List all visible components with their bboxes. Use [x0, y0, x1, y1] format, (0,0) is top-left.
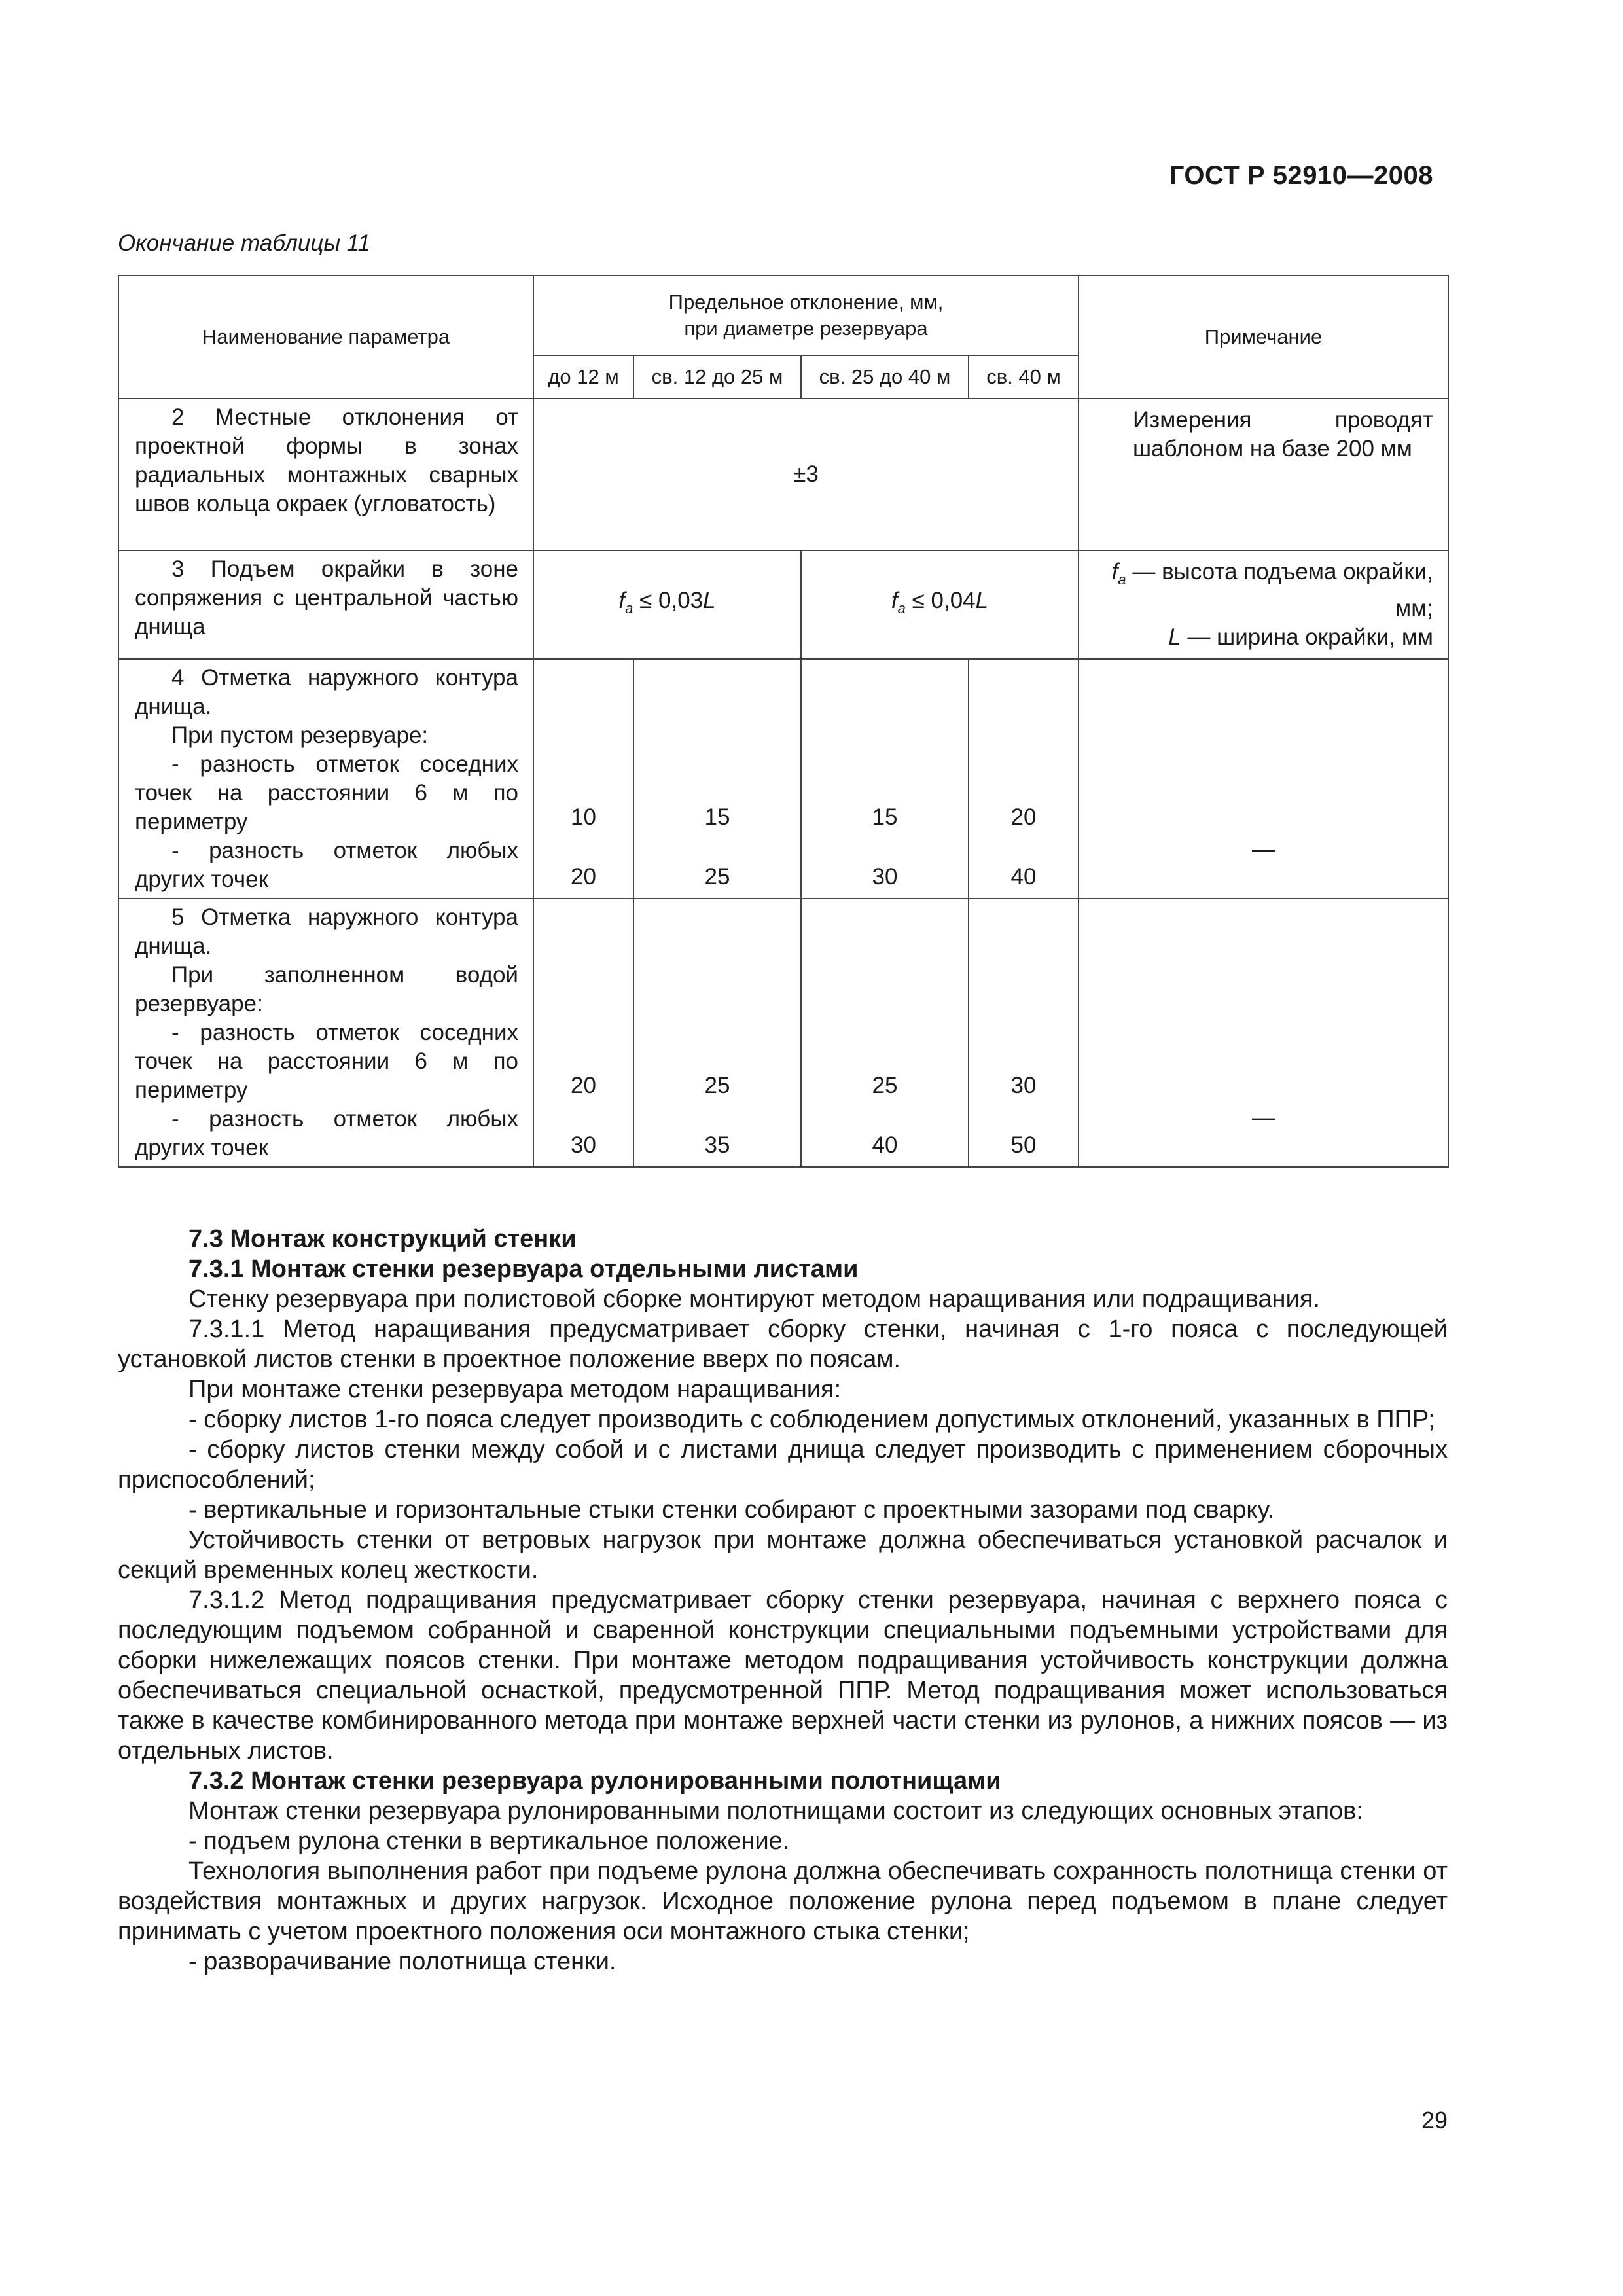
- table-row: [118, 550, 1448, 659]
- param-cell: 4 Отметка наружного контура днища. При пустом резервуаре: - разность отметок соседних точек на расстоянии 6 м по периметру - разность отметок любых других точек: [118, 659, 533, 899]
- value-cell: 20 30: [533, 899, 633, 1167]
- value-cell: 20 40: [969, 659, 1079, 899]
- value-cell: ±3: [533, 399, 1079, 550]
- param-cell: 5 Отметка наружного контура днища. При заполненном водой резервуаре: - разность отметок соседних точек на расстоянии 6 м по периметру - разность отметок любых других точек: [118, 899, 533, 1167]
- table-header-row: [118, 276, 1448, 355]
- param-cell: 2 Местные отклонения от проектной формы в зонах радиальных монтажных сварных швов кольца окраек (угловатость): [118, 399, 533, 550]
- subsection-heading: 7.3.1 Монтаж стенки резервуара отдельными листами: [188, 1255, 859, 1283]
- value-cell: 15 30: [801, 659, 969, 899]
- subsection-heading: 7.3.2 Монтаж стенки резервуара рулонированными полотнищами: [188, 1767, 1001, 1795]
- header-deviation-group: [533, 276, 1079, 355]
- note-cell: —: [1079, 659, 1448, 899]
- paragraph: Стенку резервуара при полистовой сборке монтируют методом наращивания или подращивания.: [188, 1285, 1320, 1313]
- note-cell: —: [1079, 899, 1448, 1167]
- table-row: [118, 899, 1448, 1167]
- list-item: - разворачивание полотнища стенки.: [188, 1948, 616, 1975]
- header-note: Примечание: [1079, 276, 1448, 399]
- value-cell: $f_a \le 0,03L$: [533, 550, 801, 659]
- paragraph: 7.3.1.1 Метод наращивания предусматривает сборку стенки, начиная с 1-го пояса с последующей установкой листов стенки в проектное положение вверх по поясам.: [118, 1316, 1448, 1373]
- list-item: - подъем рулона стенки в вертикальное положение.: [188, 1827, 790, 1855]
- value-cell: $f_a \le 0,04L$: [801, 550, 1079, 659]
- subheader-diameter: св. 40 м: [969, 355, 1079, 399]
- subheader-diameter: до 12 м: [533, 355, 633, 399]
- document-code: ГОСТ Р 52910—2008: [1169, 161, 1433, 190]
- table-row: [118, 399, 1448, 550]
- param-cell: 3 Подъем окрайки в зоне сопряжения с центральной частью днища: [118, 550, 533, 659]
- paragraph: Устойчивость стенки от ветровых нагрузок при монтаже должна обеспечиваться установкой расчалок и секций временных колец жесткости.: [118, 1526, 1448, 1584]
- paragraph: Монтаж стенки резервуара рулонированными полотнищами состоит из следующих основных этапов:: [188, 1797, 1363, 1825]
- list-item: - сборку листов стенки между собой и с листами днища следует производить с применением сборочных приспособлений;: [118, 1436, 1448, 1494]
- list-item: - вертикальные и горизонтальные стыки стенки собирают с проектными зазорами под сварку.: [188, 1496, 1275, 1524]
- paragraph: Технология выполнения работ при подъеме рулона должна обеспечивать сохранность полотнища стенки от воздействия монтажных и других нагрузок. Исходное положение рулона перед подъемом в плане следует принимать с учетом проектного положения оси монтажного стыка стенки;: [118, 1857, 1448, 1945]
- table-caption: Окончание таблицы 11: [118, 230, 371, 256]
- value-cell: 15 25: [633, 659, 801, 899]
- list-item: - сборку листов 1-го пояса следует производить с соблюдением допустимых отклонений, указанных в ППР;: [188, 1406, 1435, 1433]
- subheader-diameter: св. 25 до 40 м: [801, 355, 969, 399]
- value-cell: 25 35: [633, 899, 801, 1167]
- header-deviation-line2: при диаметре резервуара: [684, 317, 928, 340]
- page-number: 29: [1421, 2107, 1448, 2134]
- note-cell: $f_a$ — высота подъема окрайки, мм; L — ширина окрайки, мм: [1079, 550, 1448, 659]
- header-deviation-line1: Предельное отклонение, мм,: [668, 291, 944, 314]
- subheader-diameter: св. 12 до 25 м: [633, 355, 801, 399]
- section-heading: 7.3 Монтаж конструкций стенки: [188, 1225, 577, 1253]
- value-cell: 25 40: [801, 899, 969, 1167]
- value-cell: 10 20: [533, 659, 633, 899]
- header-parameter: Наименование параметра: [118, 276, 533, 399]
- paragraph: 7.3.1.2 Метод подращивания предусматривает сборку стенки резервуара, начиная с верхнего пояса с последующим подъемом собранной и сваренной конструкции специальными подъемными устройствами для сборки нижележащих поясов стенки. При монтаже методом подращивания устойчивость конструкции должна обеспечиваться специальной оснасткой, предусмотренной ППР. Метод подращивания может использоваться также в качестве комбинированного метода при монтаже верхней части стенки из рулонов, а нижних поясов — из отдельных листов.: [118, 1587, 1448, 1765]
- note-cell: Измерения проводят шаблоном на базе 200 мм: [1079, 399, 1448, 550]
- table-row: [118, 659, 1448, 899]
- body-text: [118, 1224, 1448, 1977]
- tolerance-table: [118, 275, 1449, 1168]
- paragraph: При монтаже стенки резервуара методом наращивания:: [188, 1376, 842, 1403]
- value-cell: 30 50: [969, 899, 1079, 1167]
